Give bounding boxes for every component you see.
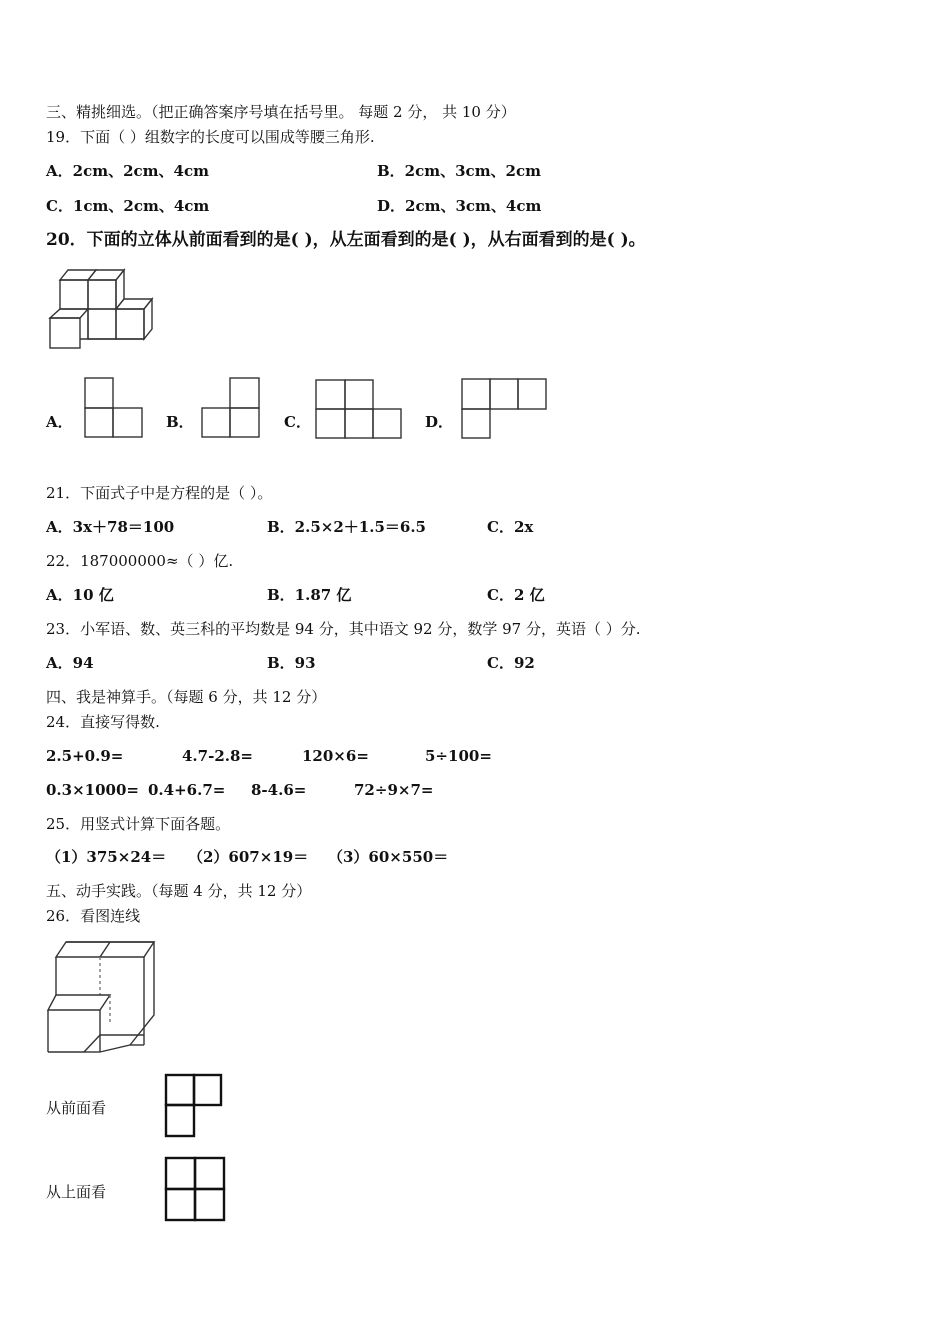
q20-solid-figure bbox=[48, 268, 160, 352]
q26-top-label: 从上面看 bbox=[46, 1183, 107, 1201]
q26-front-view-figure bbox=[164, 1073, 224, 1139]
q19-option-d: D．2cm、3cm、4cm bbox=[377, 197, 542, 215]
q20-option-b: B． bbox=[166, 413, 194, 431]
q20-option-a-figure bbox=[84, 377, 144, 439]
q20-option-b-figure bbox=[201, 377, 261, 439]
q19-option-b: B．2cm、3cm、2cm bbox=[377, 162, 542, 180]
q24-item: 120×6= bbox=[302, 747, 369, 765]
q26-front-label: 从前面看 bbox=[46, 1099, 107, 1117]
q23-option-c: C．92 bbox=[487, 654, 535, 672]
q24-stem: 24．直接写得数. bbox=[46, 713, 160, 731]
q26-top-view-figure bbox=[164, 1156, 228, 1224]
q25-stem: 25．用竖式计算下面各题。 bbox=[46, 815, 231, 833]
q22-option-a: A．10 亿 bbox=[46, 586, 114, 604]
q22-stem: 22．187000000≈（ ）亿. bbox=[46, 552, 234, 570]
q24-item: 0.3×1000= bbox=[46, 781, 139, 799]
q20-option-c: C． bbox=[284, 413, 311, 431]
q24-item: 8-4.6= bbox=[251, 781, 307, 799]
q21-option-a: A．3x＋78＝100 bbox=[46, 518, 175, 536]
q19-stem: 19．下面（ ）组数字的长度可以围成等腰三角形. bbox=[46, 128, 375, 146]
q21-stem: 21．下面式子中是方程的是（ ）。 bbox=[46, 484, 273, 502]
q20-stem: 20．下面的立体从前面看到的是( )，从左面看到的是( )，从右面看到的是( )。 bbox=[46, 230, 646, 250]
q23-stem: 23．小军语、数、英三科的平均数是 94 分，其中语文 92 分，数学 97 分，英语（ ）分. bbox=[46, 620, 641, 638]
q21-option-c: C．2x bbox=[487, 518, 534, 536]
q19-option-c: C．1cm、2cm、4cm bbox=[46, 197, 210, 215]
section4-heading: 四、我是神算手。（每题 6 分，共 12 分） bbox=[46, 688, 327, 706]
q24-item: 2.5+0.9= bbox=[46, 747, 124, 765]
q24-item: 72÷9×7= bbox=[354, 781, 434, 799]
q20-option-a: A． bbox=[46, 413, 73, 431]
q20-option-d: D． bbox=[425, 413, 454, 431]
q24-item: 4.7-2.8= bbox=[182, 747, 253, 765]
q25-item: （3）60×550＝ bbox=[328, 848, 449, 866]
q22-option-c: C．2 亿 bbox=[487, 586, 545, 604]
q24-item: 5÷100= bbox=[425, 747, 492, 765]
section3-heading: 三、精挑细选。（把正确答案序号填在括号里。 每题 2 分， 共 10 分） bbox=[46, 103, 516, 121]
q20-option-d-figure bbox=[461, 378, 549, 440]
q21-option-b: B．2.5×2＋1.5＝6.5 bbox=[267, 518, 426, 536]
q23-option-b: B．93 bbox=[267, 654, 316, 672]
q25-item: （1）375×24＝ bbox=[46, 848, 167, 866]
q25-item: （2）607×19＝ bbox=[188, 848, 309, 866]
q20-option-c-figure bbox=[315, 379, 403, 440]
q19-option-a: A．2cm、2cm、4cm bbox=[46, 162, 209, 180]
q24-item: 0.4+6.7= bbox=[148, 781, 226, 799]
q22-option-b: B．1.87 亿 bbox=[267, 586, 352, 604]
q26-stem: 26．看图连线 bbox=[46, 907, 141, 925]
q26-solid-figure bbox=[46, 940, 158, 1056]
q23-option-a: A．94 bbox=[46, 654, 94, 672]
section5-heading: 五、动手实践。（每题 4 分，共 12 分） bbox=[46, 882, 312, 900]
